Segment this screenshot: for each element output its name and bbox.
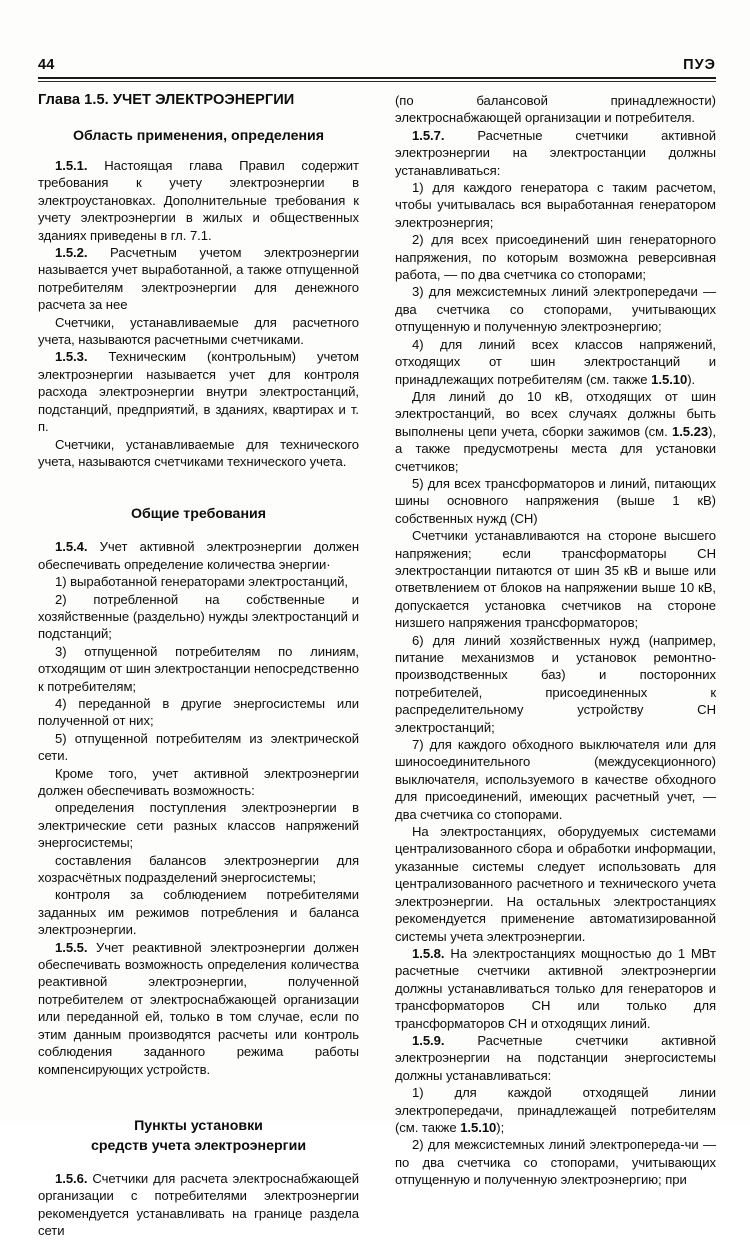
right-list-item-4: 4) для линий всех классов напряжений, отходящих от шин электростанций и принадлежащих потребителям (см. также 1.5.10). [395,336,716,387]
section-heading-install-points [38,1116,359,1156]
header-rule [38,77,716,82]
list-item-3: 3) отпущенной потребителям по линиям, отходящим от шин электростанции непосредственно к потребителям; [38,643,359,694]
paragraph-lines-10kv: Для линий до 10 кВ, отходящих от шин электростанций, во всех случаях должны быть выполнены цепи учета, сборки зажимов (см. 1.5.23), а также предусмотрены места для установки счетчиков; [395,388,716,474]
paragraph-1-5-3-b: Счетчики, устанавливаемые для технического учета, называются счетчиками технического учета. [38,436,359,469]
header-rule-thin [38,81,716,82]
list-item-4: 4) переданной в другие энергосистемы или полученной от них; [38,695,359,729]
paragraph-1-5-2-b: Счетчики, устанавливаемые для расчетного учета, называются расчетными счетчиками. [38,314,359,348]
paragraph-1-5-6: 1.5.6. Счетчики для расчета электроснабжающей организации с потребителями электроэнергии рекомендуется устанавливать на границе раздела сети [38,1170,359,1239]
paragraph-moreover: Кроме того, учет активной электроэнергии должен обеспечивать возможность: [38,765,359,798]
page-number: 44 [38,57,55,73]
paragraph-1-5-9-item-2: 2) для межсистемных линий электропереда-чи — по два счетчика со стопорами, учитывающих отпущенную и полученную электроэнергию; при [395,1137,716,1188]
list-item-1: 1) выработанной генераторами электростанций, [55,574,348,590]
paragraph-1-5-1: 1.5.1. Настоящая глава Правил содержит требования к учету электроэнергии в электроустановках. Дополнительные требования к учету электроэнергии в жилых и общественных зданиях приведены в гл. 7.1. [38,158,359,243]
paragraph-1-5-2: 1.5.2. Расчетным учетом электроэнергии называется учет выработанной, а также отпущенной потребителям электроэнергии для денежного расчета за нее [38,245,359,313]
paragraph-continued: (по балансовой принадлежности) электроснабжающей организации и потребителя. [395,93,716,126]
right-list-item-2: 2) для всех присоединений шин генераторного напряжения, по которым возможна реверсивная работа, — по два счетчика со стопорами; [395,232,716,283]
paragraph-1-5-3: 1.5.3. Техническим (контрольным) учетом электроэнергии называется учет для контроля расхода электроэнергии внутри электростанций, подстанций, предприятий, в зданиях, квартирах и т. п. [38,349,359,435]
right-column [395,92,716,1188]
body-columns [38,92,716,1239]
paragraph-1-5-9-item-1: 1) для каждой отходящей линии электропередачи, принадлежащей потребителям (см. также 1.5.10); [395,1085,716,1135]
list-item-5: 5) отпущенной потребителям из электрической сети. [38,730,359,764]
right-list-item-1: 1) для каждого генератора с таким расчетом, чтобы учитывалась вся выработанная генератором электроэнергия; [395,180,716,230]
section-heading-scope: Область применения, определения [72,128,325,144]
section-heading-line-2: средств учета электроэнергии [90,1137,307,1154]
right-list-item-5: 5) для всех трансформаторов и линий, питающих шины основного напряжения (выше 1 кВ) собственных нужд (СН) [395,475,716,526]
sub-item-1: определения поступления электроэнергии в электрические сети разных классов напряжений энергосистемы; [38,800,359,851]
section-heading-general: Общие требования [130,506,267,523]
paragraph-power-stations: На электростанциях, оборудуемых системами централизованного сбора и обработки информации, указанные системы следует использовать для централизованного расчетного и технического учета электроэнергии. На остальных электростанциях рекомендуется применение автоматизированной системы учета электроэнергии. [395,824,716,944]
left-column [38,92,359,1239]
sub-item-3: контроля за соблюдением потребителями заданных им режимов потребления и баланса электроэнергии. [38,887,359,938]
section-heading-line-1: Пункты установки [134,1117,263,1134]
paragraph-1-5-8: 1.5.8. На электростанциях мощностью до 1 МВт расчетные счетчики активной электроэнергии должны устанавливаться только для генераторов и трансформаторов СН или только для трансформаторов СН и отходящих линий. [395,945,716,1031]
right-list-item-6: 6) для линий хозяйственных нужд (например, питание механизмов и установок ремонтно-производственных баз) и посторонних потребителей, присоединенных к распределительному устройству СН электростанций; [395,632,716,735]
paragraph-counters-high-voltage: Счетчики устанавливаются на стороне высшего напряжения; если трансформаторы СН электростанции питаются от шин 35 кВ и выше или ответвлением от блоков на напряжении выше 10 кВ, допускается установка счетчиков на стороне низшего напряжения трансформаторов; [395,528,716,631]
sub-item-2: составления балансов электроэнергии для хозрасчётных подразделений энергосистемы; [38,852,359,886]
paragraph-1-5-4: 1.5.4. Учет активной электроэнергии должен обеспечивать определение количества энергии· [38,539,359,572]
paragraph-1-5-7: 1.5.7. Расчетные счетчики активной электроэнергии на электростанции должны устанавливаться: [395,127,716,178]
list-item-2: 2) потребленной на собственные и хозяйственные (раздельно) нужды электростанций и подстанций; [38,591,359,642]
chapter-title: Глава 1.5. УЧЕТ ЭЛЕКТРОЭНЕРГИИ [38,92,295,108]
running-head [38,56,716,84]
running-title: ПУЭ [683,57,716,73]
paragraph-1-5-5: 1.5.5. Учет реактивной электроэнергии должен обеспечивать возможность определения количества реактивной электроэнергии, полученной потребителем от электроснабжающей организации или переданной ей, только в том случае, если по этим данным производятся расчеты или контроль соблюдения заданного режима работы компенсирующих устройств. [38,939,359,1077]
right-list-item-3: 3) для межсистемных линий электропередачи — два счетчика со стопорами, учитывающих отпущенную и полученную электроэнергию; [395,284,716,335]
paragraph-1-5-9: 1.5.9. Расчетные счетчики активной электроэнергии на подстанции энергосистемы должны устанавливаться: [395,1032,716,1083]
right-list-item-7: 7) для каждого обходного выключателя или для шиносоединительного (междусекционного) выключателя, используемого в качестве обходного для присоединений, имеющих расчетный учет, — два счетчика со стопорами. [395,737,716,822]
